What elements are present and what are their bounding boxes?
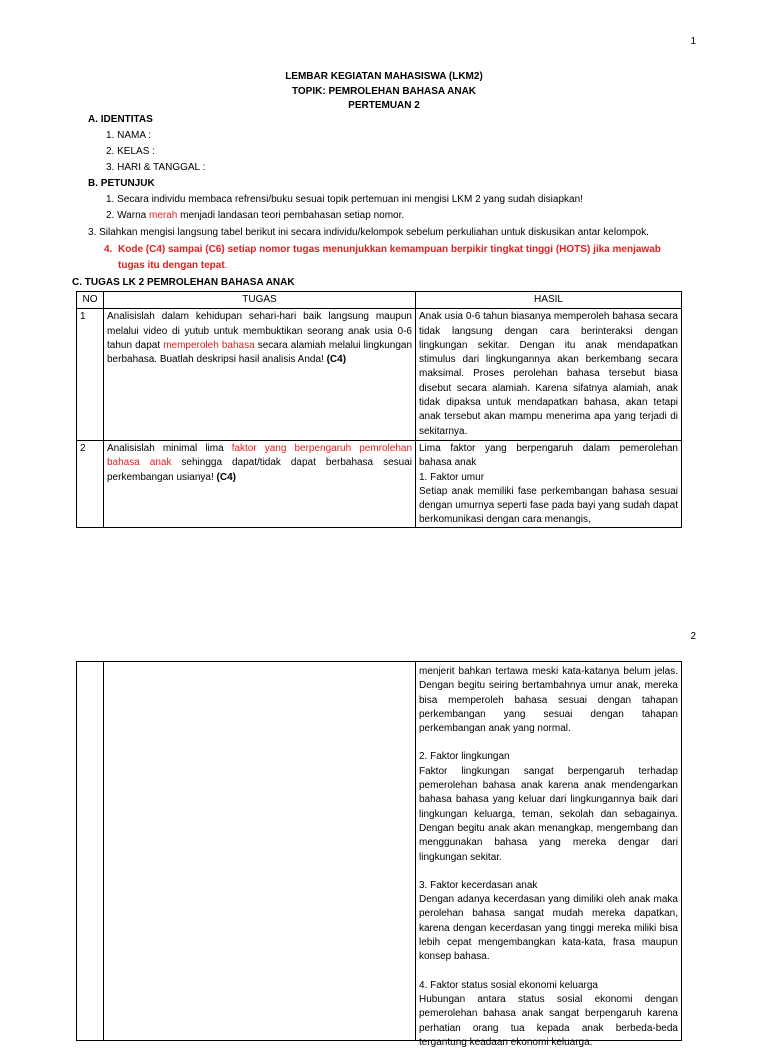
instruction-2-post: menjadi landasan teori pembahasan setiap nomor.	[177, 210, 405, 221]
row-2-hasil-intro: Lima faktor yang berpengaruh dalam pemerolehan bahasa anak	[419, 442, 678, 469]
row-2-tugas	[104, 440, 416, 527]
table-row	[77, 309, 682, 441]
factor-3-title: 3. Faktor kecerdasan anak	[419, 879, 538, 891]
row-2-hasil-factor-1-title: 1. Faktor umur	[419, 471, 485, 483]
instruction-4-line-2	[118, 259, 227, 273]
identity-field-kelas: 2. KELAS :	[106, 146, 155, 157]
row-2-tugas-highlight: faktor yang berpengaruh pemrolehan bahasa anak	[107, 442, 413, 469]
instruction-2-pre: 2. Warna	[106, 210, 149, 221]
row-2-tugas-text-2: sehingga dapat/tidak dapat berbahasa sesuai perkembangan usianya!	[107, 457, 412, 483]
table-row	[77, 440, 682, 527]
row-1-tugas-highlight: memperoleh bahasa	[163, 339, 255, 351]
section-c-heading: C. TUGAS LK 2 PEMROLEHAN BAHASA ANAK	[72, 277, 295, 288]
task-table	[76, 291, 682, 528]
hasil-continuation: menjerit bahkan tertawa meski kata-katanya belum jelas. Dengan begitu seiring bertambahnya umur anak, mereka bisa memperoleh bahasa sesuai dengan tahapan perkembangan yang sesuai dengan tahapan perkembangan anak yang normal.	[419, 666, 678, 735]
header-no: NO	[77, 292, 104, 309]
table-header-row	[77, 292, 682, 309]
identity-field-nama: 1. NAMA :	[106, 130, 152, 141]
row-2-hasil-factor-1-text: Setiap anak memiliki fase perkembangan bahasa sesuai dengan umurnya seperti fase pada bayi yang sudah dapat berkomunikasi dengan cara menangis,	[419, 485, 678, 526]
section-a-heading: A. IDENTITAS	[88, 114, 153, 125]
row-1-hasil: Anak usia 0-6 tahun biasanya memperoleh bahasa secara tidak langsung dengan cara berinteraksi dengan lingkungan sekitar. Dengan itu anak mendapatkan stimulus dari lingkungannya akan berkembang secara maksimal. Proses perolehan bahasa tersebut biasa disebut secara alamiah. Karena sifatnya alamiah, anak tidak dipaksa untuk mendapatkan bahasa, akan tetapi anak tersebut akan mampu menerima apa yang terjadi di sekitarnya.	[416, 309, 682, 441]
cont-no-cell	[77, 662, 104, 1041]
cont-tugas-cell	[104, 662, 416, 1041]
instruction-4-period: .	[224, 260, 228, 271]
cont-hasil-clip	[419, 665, 678, 1048]
row-2-no: 2	[77, 440, 104, 527]
row-1-tugas-text: Analisislah dalam kehidupan sehari-hari baik langsung maupun melalui video di yutub untuk membuktikan seorang anak usia 0-6 tahun dapat	[107, 311, 412, 351]
section-b-heading: B. PETUNJUK	[88, 178, 155, 189]
instruction-2	[106, 209, 404, 223]
row-2-hasil-clip	[419, 442, 678, 526]
document-title-line-2: TOPIK: PEMROLEHAN BAHASA ANAK	[291, 86, 477, 97]
header-hasil: HASIL	[416, 292, 682, 309]
table-row	[77, 662, 682, 1041]
factor-4-text: Hubungan antara status sosial ekonomi dengan pemerolehan bahasa anak sangat berpengaruh karena perhatian orang tua kepada anak berbeda-beda tergantung keadaan ekonomi keluarga.	[419, 993, 678, 1048]
row-1-tugas-text-2: secara alamiah melalui lingkungan berbahasa. Buatlah deskripsi hasil analisis Anda!	[107, 339, 413, 366]
row-2-hasil	[416, 440, 682, 527]
page-number-1: 1	[690, 36, 696, 47]
header-tugas: TUGAS	[104, 292, 416, 309]
identity-field-hari-tanggal: 3. HARI & TANGGAL :	[106, 162, 206, 173]
instruction-4-line-2-text: tugas itu dengan tepat	[118, 260, 225, 271]
row-2-tugas-text: Analisislah minimal lima	[107, 442, 232, 454]
row-1-tugas-code: (C4)	[326, 354, 347, 366]
instruction-2-red-word: merah	[148, 210, 178, 221]
instruction-3: 3. Silahkan mengisi langsung tabel berikut ini secara individu/kelompok sebelum perkuliahan untuk diskusikan antar kelompok.	[88, 227, 649, 238]
document-title-line-1: LEMBAR KEGIATAN MAHASISWA (LKM2)	[285, 71, 483, 82]
factor-3-text: Dengan adanya kecerdasan yang dimiliki oleh anak maka perolehan bahasa sangat mudah mereka dapatkan, karena dengan kecerdasan yang tinggi mereka miliki bisa lebih cepat mengembangkan kata-kata, frasa maupun konsep bahasa.	[419, 894, 678, 963]
factor-4-title: 4. Faktor status sosial ekonomi keluarga	[419, 979, 598, 991]
factor-2-title: 2. Faktor lingkungan	[419, 751, 510, 763]
instruction-4-number: 4.	[104, 244, 113, 255]
instruction-1: 1. Secara individu membaca refrensi/buku sesuai topik pertemuan ini mengisi LKM 2 yang sudah disiapkan!	[106, 194, 583, 205]
row-2-tugas-code: (C4)	[216, 471, 236, 483]
row-1-tugas	[104, 309, 416, 441]
page-number-2: 2	[690, 631, 696, 642]
factor-2-text: Faktor lingkungan sangat berpengaruh terhadap pemerolehan bahasa anak karena anak mendengarkan bahasa bahasa yang keluar dari lingkungannya baik dari lingkungan keluarga, teman, sekolah dan sebagainya. Dengan begitu anak akan menangkap, mengembang dan menggunakan bahasa yang mereka dengar dari lingkungan sekitar.	[419, 765, 678, 863]
instruction-4-line-1: Kode (C4) sampai (C6) setiap nomor tugas menunjukkan kemampuan berpikir tingkat tinggi (HOTS) jika menjawab	[118, 244, 661, 255]
task-table-continued	[76, 661, 682, 1048]
document-title-line-3: PERTEMUAN 2	[348, 100, 420, 111]
cont-hasil-cell	[416, 662, 682, 1048]
row-1-no: 1	[77, 309, 104, 441]
